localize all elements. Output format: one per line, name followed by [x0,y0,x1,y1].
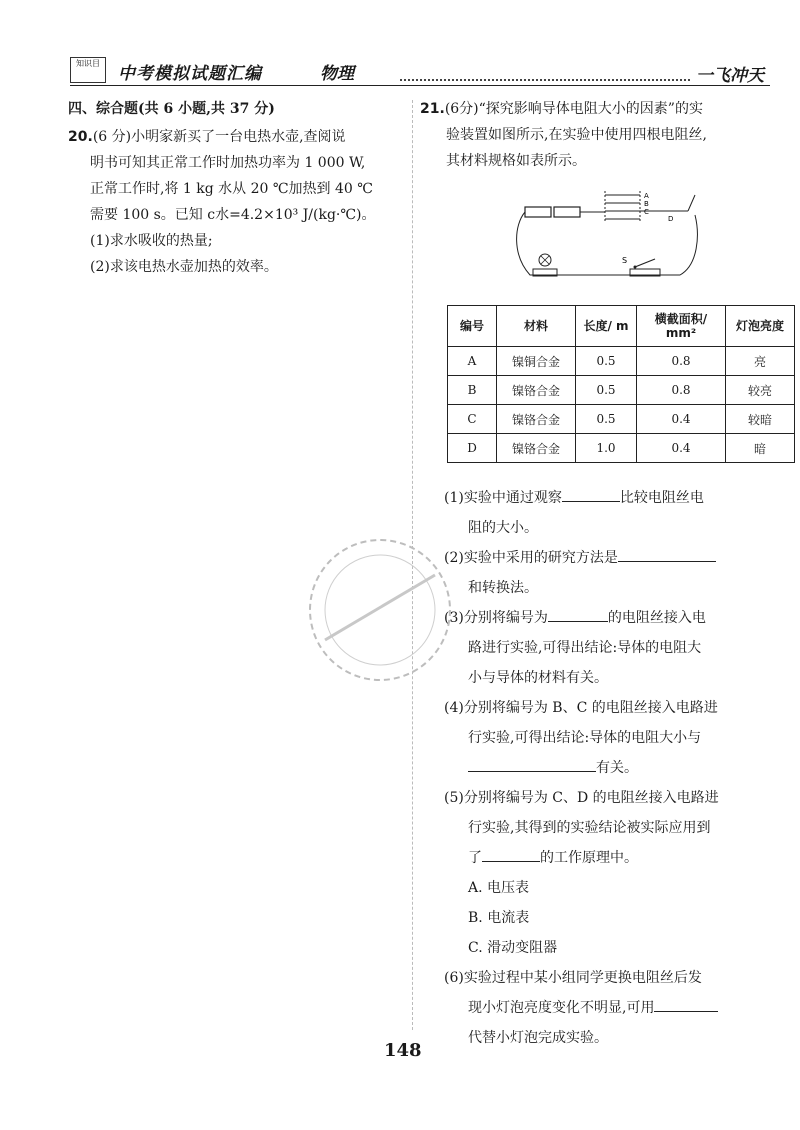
question-text-line: 其材料规格如表所示。 [446,153,586,169]
brand-label: 一飞冲天 [696,66,764,86]
table-cell: 较亮 [726,376,795,405]
header-dotted-rule [400,79,690,81]
page-header [70,55,770,85]
table-row [448,347,795,376]
option-c[interactable]: C. 滑动变阻器 [468,940,558,956]
table-cell: 0.4 [637,434,726,463]
question-text-line: (6 分)小明家新买了一台电热水壶,查阅说 [92,129,346,145]
answer-blank[interactable] [548,603,608,622]
resistance-wire-board [605,191,695,223]
right-column [420,96,760,174]
series-logo: 知识目 [70,57,106,83]
answer-blank[interactable] [562,483,620,502]
watermark-stamp-icon [290,520,470,700]
table-cell: 0.4 [637,405,726,434]
left-column [68,96,408,280]
table-cell: 镍铬合金 [497,434,576,463]
answer-blank[interactable] [482,843,540,862]
table-row [448,434,795,463]
wire-label-c: C [644,208,649,216]
column-header: 灯泡亮度 [726,306,795,347]
answer-blank[interactable] [654,993,718,1012]
column-header: 材料 [497,306,576,347]
question-20 [68,124,408,228]
table-row [448,376,795,405]
table-cell: 0.8 [637,376,726,405]
table-cell: 较暗 [726,405,795,434]
table-cell: 0.5 [576,376,637,405]
question-text-line: (6分)“探究影响导体电阻大小的因素”的实 [444,101,703,117]
question-text-line: 正常工作时,将 1 kg 水从 20 ℃加热到 40 ℃ [90,181,373,197]
material-spec-table [447,305,795,463]
sub-question-2: (2)求该电热水壶加热的效率。 [90,259,278,275]
table-cell: 1.0 [576,434,637,463]
table-header-row [448,306,795,347]
answer-blank[interactable] [468,753,596,772]
wire-label-b: B [644,200,649,208]
column-header: 长度/ m [576,306,637,347]
table-cell: 镍铬合金 [497,405,576,434]
column-header: 横截面积/ mm² [637,306,726,347]
answer-blank[interactable] [618,543,716,562]
table-cell: 亮 [726,347,795,376]
item-2: (2)实验中采用的研究方法是 和转换法。 [444,543,764,603]
table-cell: 镍铬合金 [497,376,576,405]
question-number: 20. [68,129,93,145]
subject-label: 物理 [320,64,354,84]
table-cell: B [448,376,497,405]
page-number: 148 [384,1040,422,1061]
section-title: 四、综合题(共 6 小题,共 37 分) [68,101,275,117]
item-3: (3)分别将编号为 的电阻丝接入电 路进行实验,可得出结论:导体的电阻大 小与导体的材料有关。 [444,603,764,693]
table-cell: 0.5 [576,405,637,434]
item-1: (1)实验中通过观察 比较电阻丝电 阻的大小。 [444,483,764,543]
column-header: 编号 [448,306,497,347]
lamp-icon [533,254,557,276]
option-a[interactable]: A. 电压表 [468,880,530,896]
switch-icon [630,259,660,276]
circuit-diagram [510,185,710,290]
table-cell: 0.5 [576,347,637,376]
table-cell: 暗 [726,434,795,463]
question-number: 21. [420,101,445,117]
question-text-line: 需要 100 s。已知 c水=4.2×10³ J/(kg·℃)。 [90,207,376,223]
item-4: (4)分别将编号为 B、C 的电阻丝接入电路进 行实验,可得出结论:导体的电阻大小与 有关。 [444,700,718,776]
wire-label-d: D [668,215,674,223]
question-text-line: 明书可知其正常工作时加热功率为 1 000 W, [90,155,366,171]
table-cell: 镍铜合金 [497,347,576,376]
table-cell: C [448,405,497,434]
wire-label-a: A [644,192,649,200]
option-b[interactable]: B. 电流表 [468,910,530,926]
table-cell: D [448,434,497,463]
table-row [448,405,795,434]
question-21-items [444,483,764,1053]
battery-icon [525,207,605,217]
sub-question-1: (1)求水吸收的热量; [90,233,213,249]
table-cell: A [448,347,497,376]
question-21 [420,96,760,174]
item-6: (6)实验过程中某小组同学更换电阻丝后发 现小灯泡亮度变化不明显,可用 代替小灯泡完成实验。 [444,963,764,1053]
table-cell: 0.8 [637,347,726,376]
header-divider [70,85,770,86]
switch-label: S [622,256,628,265]
question-text-line: 验装置如图所示,在实验中使用四根电阻丝, [446,127,707,143]
item-5: (5)分别将编号为 C、D 的电阻丝接入电路进 行实验,其得到的实验结论被实际应用到 了 的工作原理中。 [444,790,719,866]
book-title: 中考模拟试题汇编 [118,64,262,84]
